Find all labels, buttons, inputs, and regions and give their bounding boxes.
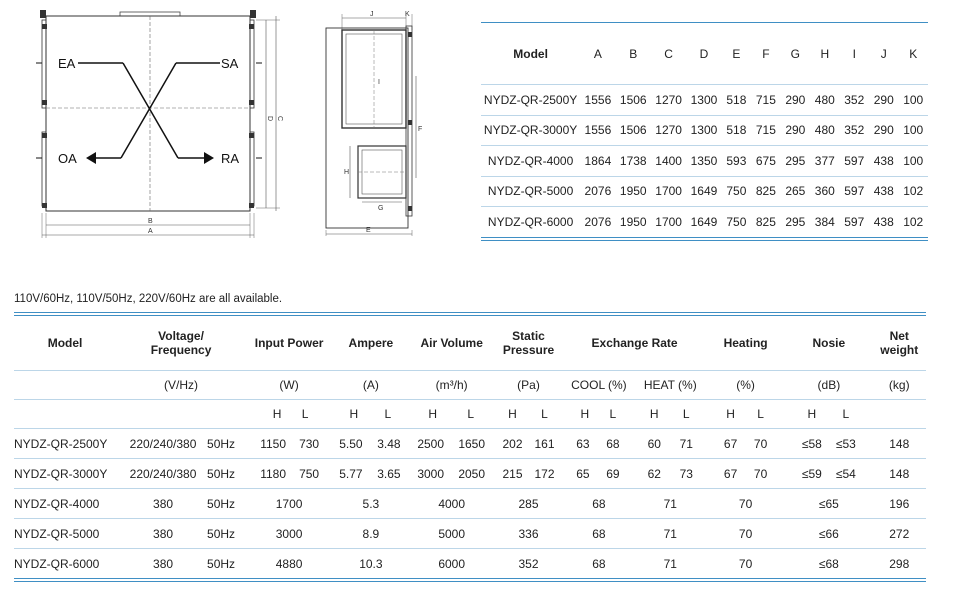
dim-g-label: G (378, 205, 384, 212)
cell: 352 (844, 92, 865, 107)
cell: 290 (873, 123, 894, 138)
cell-model: NYDZ-QR-4000 (487, 153, 574, 168)
cell: 438 (873, 153, 894, 168)
cell: 480 (814, 92, 835, 107)
cell: 715 (755, 92, 776, 107)
cell: 750 (726, 184, 747, 199)
cell-heating: 67 70 (723, 466, 768, 481)
header-model: Model (47, 336, 83, 350)
table-row (14, 459, 926, 488)
cell: 295 (785, 153, 806, 168)
cell: 438 (873, 214, 894, 229)
cell-air: 2500 1650 (417, 436, 486, 451)
cell: 1300 (690, 92, 718, 107)
dim-a-label: A (148, 228, 153, 235)
hl-cool: H L (580, 407, 617, 421)
cell-ampere: 10.3 (359, 556, 383, 571)
ea-label: EA (58, 56, 76, 71)
cell: 1864 (584, 153, 612, 168)
cell: 1950 (619, 184, 647, 199)
dim-c-label: C (276, 116, 283, 122)
cell-heat: 71 (663, 526, 677, 541)
cell: 438 (873, 184, 894, 199)
cell-heating: 70 (738, 556, 753, 571)
header-f: F (762, 46, 770, 61)
header-static-pressure: Static Pressure (502, 329, 555, 357)
header-model: Model (513, 46, 548, 61)
cell-heating: 70 (738, 496, 753, 511)
cell: 518 (726, 92, 747, 107)
cell-heat: 71 (663, 496, 677, 511)
cell: 360 (814, 184, 835, 199)
cell: 825 (755, 184, 776, 199)
dim-j-label: J (370, 11, 374, 18)
unit-noise: (dB) (817, 378, 841, 392)
cell-noise: ≤59 ≤54 (801, 466, 856, 481)
cell-voltage: 380 50Hz (153, 526, 236, 541)
header-j: J (880, 46, 887, 61)
table-rule (14, 312, 926, 313)
voltage-availability-note: 110V/60Hz, 110V/50Hz, 220V/60Hz are all available. (14, 293, 283, 305)
table-row (14, 429, 926, 458)
cell: 1506 (619, 92, 647, 107)
cell-model: NYDZ-QR-6000 (14, 556, 100, 571)
cell-noise: ≤65 (818, 496, 839, 511)
cell: 265 (785, 184, 806, 199)
table-rule (481, 237, 928, 238)
cell-ampere: 5.50 3.48 (339, 436, 401, 451)
hl-heating: H L (726, 407, 764, 421)
dim-e-label: E (366, 227, 371, 234)
ra-label: RA (221, 151, 240, 166)
header-power: Input Power (254, 336, 324, 350)
unit-heating: (%) (736, 378, 755, 392)
header-c: C (664, 46, 673, 61)
cell-heat: 60 71 (647, 436, 693, 451)
cell-weight: 196 (889, 496, 910, 511)
table-row (481, 116, 928, 146)
header-air-volume: Air Volume (420, 336, 483, 350)
specification-table (14, 312, 926, 582)
cell: 1270 (655, 123, 682, 138)
cell-static: 202 161 (502, 436, 555, 451)
cell-model: NYDZ-QR-5000 (14, 526, 100, 541)
cell: 377 (814, 153, 835, 168)
spec-table-header (14, 316, 926, 370)
cell: 1700 (655, 214, 682, 229)
cell: 1400 (655, 153, 682, 168)
cell: 102 (903, 214, 924, 229)
cell-model: NYDZ-QR-6000 (487, 214, 574, 229)
unit-side-drawing (320, 6, 423, 238)
cell: 1350 (690, 153, 718, 168)
cell: 1950 (619, 214, 647, 229)
unit-ampere: (A) (362, 378, 379, 392)
cell-model: NYDZ-QR-3000Y (483, 123, 578, 138)
header-a: A (593, 46, 602, 61)
cell-cool: 68 (592, 556, 606, 571)
cell-voltage: 380 50Hz (153, 556, 236, 571)
cell-voltage: 220/240/380 50Hz (129, 436, 236, 451)
spec-table-hl-row (14, 400, 926, 428)
header-heating: Heating (723, 336, 768, 350)
header-b: B (629, 46, 638, 61)
cell-power: 3000 (275, 526, 303, 541)
cell-noise: ≤68 (818, 556, 839, 571)
cell-noise: ≤58 ≤53 (801, 436, 856, 451)
table-rule (14, 578, 926, 579)
cell-ampere: 5.3 (362, 496, 380, 511)
unit-front-drawing (28, 8, 288, 240)
table-row (14, 519, 926, 548)
oa-label: OA (58, 151, 77, 166)
cell-static: 352 (518, 556, 539, 571)
table-row (481, 177, 928, 207)
cell: 1738 (619, 153, 647, 168)
cell-heating: 70 (738, 526, 753, 541)
cell-static: 336 (518, 526, 539, 541)
cell-cool: 63 68 (576, 436, 620, 451)
header-noise: Nosie (812, 336, 846, 350)
cell-cool: 65 69 (576, 466, 620, 481)
cell: 100 (903, 123, 924, 138)
table-row (14, 489, 926, 518)
cell-air: 6000 (438, 556, 466, 571)
table-row (481, 85, 928, 115)
cell-model: NYDZ-QR-3000Y (14, 466, 108, 481)
cell: 597 (844, 214, 865, 229)
cell: 384 (814, 214, 835, 229)
header-g: G (790, 46, 800, 61)
table-row (481, 207, 928, 237)
cell-power: 1150 730 (260, 436, 320, 451)
cell: 2076 (584, 184, 612, 199)
cell-weight: 298 (889, 556, 910, 571)
header-net-weight: Net weight (880, 329, 919, 357)
cell-model: NYDZ-QR-2500Y (483, 92, 578, 107)
cell-static: 285 (518, 496, 539, 511)
hl-ampere: H L (349, 407, 392, 421)
cell: 715 (755, 123, 776, 138)
unit-voltage: (V/Hz) (164, 378, 199, 392)
cell: 750 (726, 214, 747, 229)
cell-power: 1180 750 (260, 466, 320, 481)
hl-power: H L (272, 407, 309, 421)
table-rule (14, 581, 926, 582)
cell-heat: 62 73 (647, 466, 693, 481)
dim-d-label: D (266, 116, 273, 122)
unit-static: (Pa) (517, 378, 540, 392)
dim-b-label: B (148, 218, 153, 225)
cell: 2076 (584, 214, 612, 229)
cell-weight: 148 (889, 436, 910, 451)
cell-weight: 272 (889, 526, 910, 541)
cell: 290 (785, 92, 806, 107)
dim-i-label: I (378, 79, 380, 86)
cell-voltage: 220/240/380 50Hz (129, 466, 236, 481)
unit-heat: HEAT (%) (643, 378, 697, 392)
cell-cool: 68 (592, 496, 606, 511)
cell: 290 (785, 123, 806, 138)
dim-h-label: H (344, 169, 350, 176)
dimension-table-header (481, 23, 928, 84)
cell-model: NYDZ-QR-5000 (487, 184, 574, 199)
table-row (481, 146, 928, 176)
cell-model: NYDZ-QR-4000 (14, 496, 100, 511)
cell: 1649 (690, 184, 718, 199)
cell: 1700 (655, 184, 682, 199)
cell: 100 (903, 153, 924, 168)
cell: 675 (755, 153, 776, 168)
cell-heat: 71 (663, 556, 677, 571)
cell-weight: 148 (889, 466, 910, 481)
unit-cool: COOL (%) (571, 378, 627, 392)
hl-noise: H L (807, 407, 850, 421)
header-e: E (732, 46, 741, 61)
cell: 593 (726, 153, 747, 168)
cell: 1270 (655, 92, 682, 107)
hl-static: H L (508, 407, 548, 421)
cell: 480 (814, 123, 835, 138)
header-exchange-rate: Exchange Rate (591, 336, 678, 350)
unit-air-volume: (m³/h) (435, 378, 468, 392)
cell-power: 4880 (275, 556, 303, 571)
cell: 597 (844, 153, 865, 168)
header-k: K (909, 46, 918, 61)
cell-heating: 67 70 (723, 436, 768, 451)
header-d: D (699, 46, 709, 61)
cell: 518 (726, 123, 747, 138)
table-row (14, 549, 926, 578)
cell-power: 1700 (275, 496, 303, 511)
header-h: H (820, 46, 830, 61)
header-ampere: Ampere (348, 336, 394, 350)
cell: 102 (903, 184, 924, 199)
cell-ampere: 8.9 (362, 526, 380, 541)
cell: 1556 (584, 92, 612, 107)
cell-static: 215 172 (502, 466, 555, 481)
cell: 295 (785, 214, 806, 229)
dim-k-label: K (405, 11, 410, 18)
hl-air: H L (428, 407, 475, 421)
dimension-table (481, 22, 928, 241)
cell: 100 (903, 92, 924, 107)
header-voltage: Voltage/ Frequency (150, 329, 212, 357)
cell: 825 (755, 214, 776, 229)
cell: 597 (844, 184, 865, 199)
cell-model: NYDZ-QR-2500Y (14, 436, 108, 451)
header-i: I (852, 46, 856, 61)
cell-air: 4000 (438, 496, 466, 511)
cell: 1506 (619, 123, 647, 138)
dim-f-label: F (418, 126, 423, 133)
cell-ampere: 5.77 3.65 (339, 466, 401, 481)
unit-power: (W) (279, 378, 299, 392)
hl-heat: H L (649, 407, 690, 421)
cell: 290 (873, 92, 894, 107)
cell-air: 5000 (438, 526, 466, 541)
cell-air: 3000 2050 (417, 466, 486, 481)
cell-cool: 68 (592, 526, 606, 541)
cell-noise: ≤66 (818, 526, 839, 541)
cell-voltage: 380 50Hz (153, 496, 236, 511)
sa-label: SA (221, 56, 239, 71)
table-rule (481, 240, 928, 241)
cell: 1556 (584, 123, 612, 138)
spec-table-units (14, 371, 926, 399)
cell: 352 (844, 123, 865, 138)
cell: 1300 (690, 123, 718, 138)
unit-weight: (kg) (888, 378, 910, 392)
cell: 1649 (690, 214, 718, 229)
